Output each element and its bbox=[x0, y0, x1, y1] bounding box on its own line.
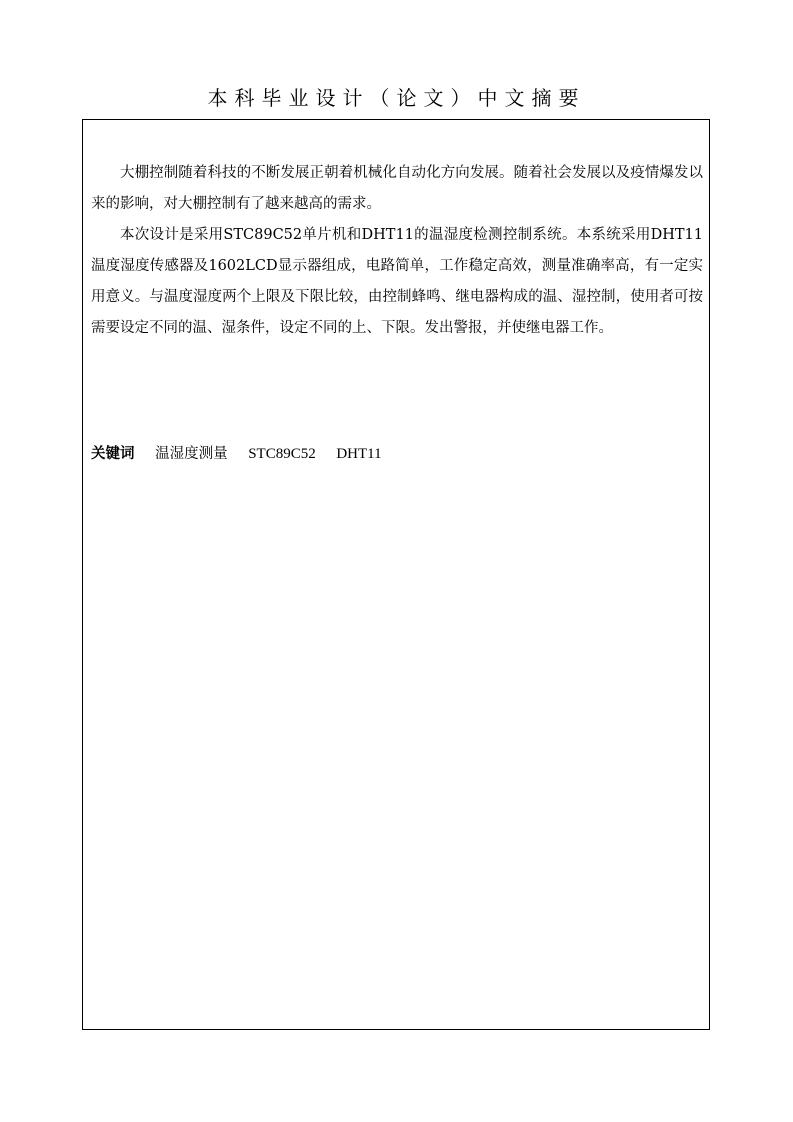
keyword-item: STC89C52 bbox=[248, 446, 316, 462]
abstract-paragraph-1: 大棚控制随着科技的不断发展正朝着机械化自动化方向发展。随着社会发展以及疫情爆发以来的影响，对大棚控制有了越来越高的需求。 bbox=[91, 165, 703, 212]
page-title: 本科毕业设计（论文）中文摘要 bbox=[207, 86, 586, 110]
abstract-paragraph-2: 本次设计是采用STC89C52单片机和DHT11的温湿度检测控制系统。本系统采用DHT11温度湿度传感器及1602LCD显示器组成，电路简单，工作稳定高效，测量准确率高，有一定实用意义。与温度湿度两个上限及下限比较，由控制蜂鸣、继电器构成的温、湿控制，使用者可按需要设定不同的温、湿条件，设定不同的上、下限。发出警报，并使继电器工作。 bbox=[91, 227, 703, 336]
keyword-item: DHT11 bbox=[336, 446, 382, 462]
keyword-item: 温湿度测量 bbox=[155, 446, 228, 462]
keywords-label: 关键词 bbox=[91, 446, 135, 462]
abstract-body bbox=[91, 158, 703, 344]
keywords-line bbox=[91, 440, 703, 468]
abstract-frame bbox=[82, 119, 710, 1030]
